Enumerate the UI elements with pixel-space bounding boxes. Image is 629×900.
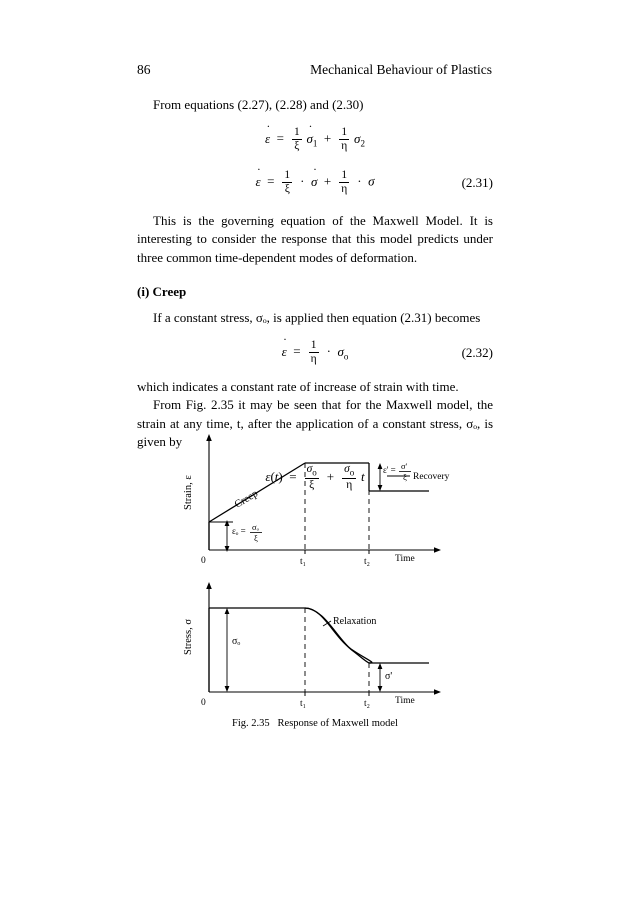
stress-chart xyxy=(183,582,441,709)
stress-x-axis-label: Time xyxy=(395,696,415,706)
running-head: Mechanical Behaviour of Plastics xyxy=(310,62,492,77)
page-header xyxy=(0,62,629,80)
strain-annotation-creep: Creep xyxy=(232,488,261,511)
strain-origin-label: 0 xyxy=(201,556,206,566)
stress-annotation-sigma0: σₒ xyxy=(232,636,241,647)
strain-annotation-eps0: εₒ = xyxy=(232,526,246,536)
stress-tick-t1: t₁ xyxy=(300,699,306,709)
strain-tick-t1: t₁ xyxy=(300,557,306,567)
equation-strain-time-line: ε(t) = $\frac{\sigma_o}{\xi}$ + $\frac{\sigma_o}{\eta}$ t xyxy=(265,463,365,491)
equation-2-31-line: ˙ ε = $\frac{1}{\xi}$ · ˙ σ + $\frac{1}{\eta}$ · σ (2.31) xyxy=(137,169,493,196)
stress-annotation-sigmaprime: σ' xyxy=(385,671,393,682)
strain-x-axis-label: Time xyxy=(395,554,415,564)
strain-annotation-epsprime: ε' = xyxy=(383,465,396,475)
stress-origin-label: 0 xyxy=(201,698,206,708)
strain-annotation-eps0-num: σₒ xyxy=(252,522,260,532)
stress-y-axis-label: Stress, σ xyxy=(183,619,194,655)
figure-caption-text: Response of Maxwell model xyxy=(277,718,398,729)
strain-annotation-epsprime-den: ξ xyxy=(403,472,407,482)
paragraph-from-equations: From equations (2.27), (2.28) and (2.30) xyxy=(153,97,364,112)
strain-annotation-epsprime-num: σ' xyxy=(401,461,408,471)
page-number: 86 xyxy=(137,62,151,77)
paragraph-from-fig-235: From Fig. 2.35 it may be seen that for the Maxwell model, the strain at any time, t, after the application of a constant stress, σₒ, is given by xyxy=(137,397,493,450)
figure-2-35-graphics xyxy=(137,430,493,715)
paragraph-governing-equation: This is the governing equation of the Maxwell Model. It is interesting to consider the response that this model predicts under three common time-dependent modes of deformation. xyxy=(137,212,493,265)
equation-2-30-line: ˙ ε = $\frac{1}{\xi}$ ˙ $\sigma_1$ + $\frac{1}{\eta}$ $\sigma_2$ xyxy=(137,126,493,153)
figure-caption xyxy=(137,718,493,729)
stress-annotation-relaxation: Relaxation xyxy=(333,616,377,627)
strain-annotation-recovery: Recovery xyxy=(413,472,450,482)
equation-number-2-32: (2.32) xyxy=(461,344,493,360)
equation-2-32-line: ˙ ε = $\frac{1}{\eta}$ · $\sigma_o$ (2.32) xyxy=(137,339,493,366)
paragraph-indicates-rate: which indicates a constant rate of increase of strain with time. xyxy=(137,378,459,394)
strain-tick-t2: t₂ xyxy=(364,557,370,567)
strain-annotation-eps0-den: ξ xyxy=(254,533,258,543)
equation-number-2-31: (2.31) xyxy=(461,174,493,190)
figure-2-35 xyxy=(137,430,493,740)
strain-chart xyxy=(183,434,450,567)
stress-tick-t2: t₂ xyxy=(364,699,370,709)
heading-creep: (i) Creep xyxy=(137,284,187,300)
figure-caption-label: Fig. 2.35 xyxy=(232,718,270,729)
paragraph-constant-stress: If a constant stress, σₒ, is applied then equation (2.31) becomes xyxy=(153,309,481,325)
strain-y-axis-label: Strain, ε xyxy=(183,475,194,510)
